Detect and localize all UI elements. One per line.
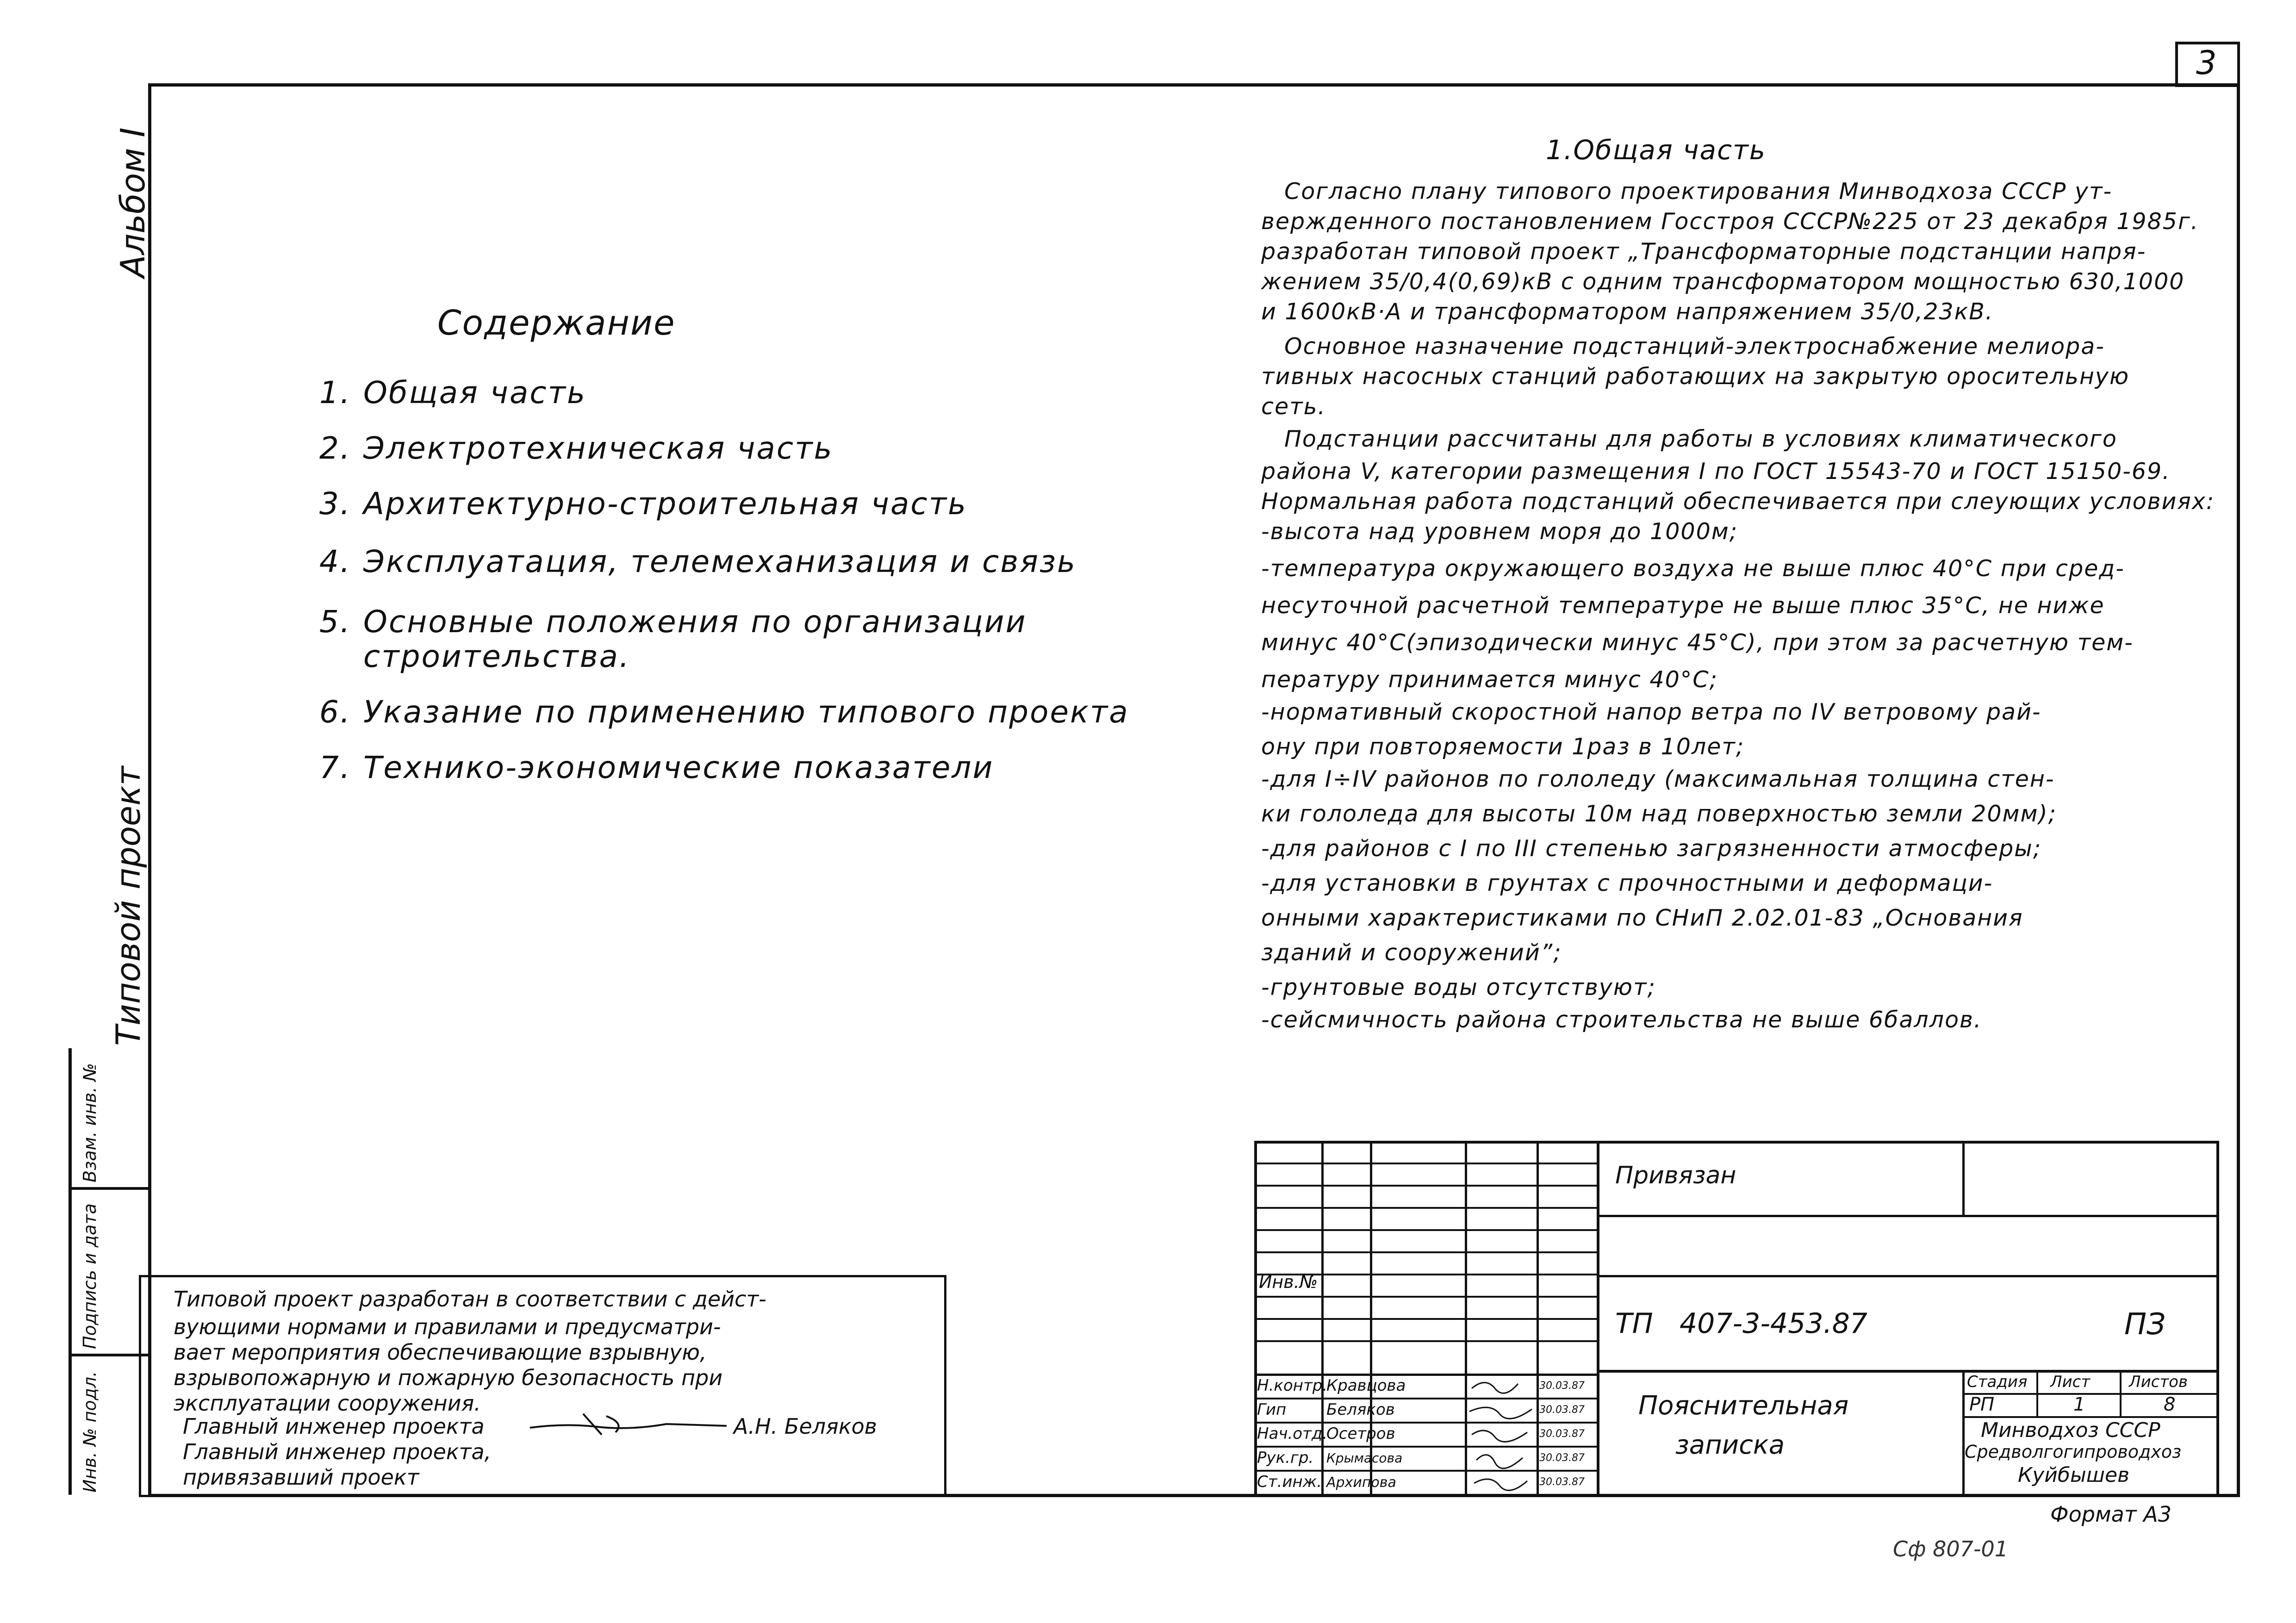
org-line1: Минводхоз СССР bbox=[1981, 1418, 2160, 1442]
tb-grid-h bbox=[1254, 1470, 1597, 1472]
toc-item bbox=[319, 430, 834, 466]
sheets-header: Листов bbox=[2129, 1373, 2188, 1391]
tb-grid-h bbox=[1254, 1374, 1597, 1376]
signer-name: Беляков bbox=[1326, 1400, 1395, 1419]
tb-grid-h bbox=[1597, 1215, 2219, 1217]
signer-role: Гип bbox=[1257, 1400, 1287, 1419]
inv-no-label: Инв.№ bbox=[1259, 1272, 1318, 1292]
toc-item-text: Указание по применению типового проекта bbox=[363, 694, 1129, 730]
toc-item-num: 6. bbox=[319, 694, 351, 730]
tb-grid-h bbox=[1597, 1275, 2219, 1277]
tb-grid-v bbox=[2036, 1370, 2038, 1418]
signer-name: Кравцова bbox=[1326, 1376, 1406, 1395]
general-line: Подстанции рассчитаны для работы в условиях климатического bbox=[1284, 426, 2117, 452]
sheet-header: Лист bbox=[2050, 1373, 2091, 1391]
toc-item bbox=[319, 604, 1027, 640]
toc-item bbox=[319, 544, 1076, 579]
general-line: минус 40°С(эпизодически минус 45°С), при этом за расчетную тем- bbox=[1261, 629, 2134, 656]
signer-name: Осетров bbox=[1326, 1424, 1395, 1443]
stamp-sign-label: Подпись и дата bbox=[80, 1203, 100, 1349]
toc-item-num: 2. bbox=[319, 430, 351, 466]
stamp-inv-label: Инв. № подл. bbox=[80, 1371, 100, 1492]
general-line: Согласно плану типового проектирования Минводхоза СССР ут- bbox=[1284, 178, 2113, 205]
toc-item-text: Общая часть bbox=[363, 375, 587, 410]
tb-grid-h bbox=[1254, 1251, 1597, 1253]
toc-item-num: 4. bbox=[319, 544, 351, 579]
general-line: и 1600кВ·А и трансформатором напряжением 35/0,23кВ. bbox=[1261, 298, 1994, 325]
toc-item-num: 5. bbox=[319, 604, 351, 640]
general-line: -для I÷IV районов по гололеду (максимальная толщина стен- bbox=[1261, 766, 2055, 792]
project-code: ТП 407-3-453.87 bbox=[1615, 1307, 1867, 1340]
tb-grid-h bbox=[1962, 1416, 2219, 1418]
tb-grid-h bbox=[1254, 1296, 1597, 1298]
general-line: разработан типовой проект „Трансформаторные подстанции напря- bbox=[1261, 238, 2147, 265]
stage-value: РП bbox=[1969, 1394, 1995, 1415]
note-line: вает мероприятия обеспечивающие взрывную, bbox=[174, 1340, 707, 1365]
signer-name: Архипова bbox=[1326, 1474, 1396, 1491]
general-line: сеть. bbox=[1261, 393, 1326, 420]
note-line: взрывопожарную и пожарную безопасность при bbox=[174, 1365, 723, 1390]
general-line: онными характеристиками по СНиП 2.02.01-83 „Основания bbox=[1261, 905, 2023, 931]
signer-date: 30.03.87 bbox=[1539, 1380, 1585, 1392]
toc-item-text: Эксплуатация, телемеханизация и связь bbox=[363, 544, 1077, 579]
sheets-value: 8 bbox=[2164, 1394, 2176, 1415]
doc-name-line1: Пояснительная bbox=[1638, 1391, 1849, 1421]
note-line: эксплуатации сооружения. bbox=[174, 1391, 481, 1416]
signer-role: Н.контр. bbox=[1257, 1376, 1328, 1395]
chief-engineer-label: Главный инженер проекта bbox=[183, 1414, 485, 1439]
general-line: -высота над уровнем моря до 1000м; bbox=[1261, 518, 1738, 545]
general-line: -нормативный скоростной напор ветра по IV ветровому рай- bbox=[1261, 699, 2041, 725]
signer-role: Ст.инж. bbox=[1257, 1473, 1322, 1491]
toc-item bbox=[319, 694, 1129, 730]
tb-grid-v bbox=[1597, 1141, 1599, 1497]
format-label: Формат А3 bbox=[2050, 1502, 2172, 1527]
note-line: вующими нормами и правилами и предусматри- bbox=[174, 1314, 721, 1339]
toc-title: Содержание bbox=[437, 303, 676, 343]
general-line: -температура окружающего воздуха не выше плюс 40°С при сред- bbox=[1261, 555, 2125, 582]
stamp-col-divider bbox=[68, 1354, 149, 1356]
toc-item bbox=[319, 375, 586, 410]
bottom-stamp: Сф 807-01 bbox=[1893, 1536, 2009, 1561]
project-type-label: Типовой проект bbox=[109, 766, 148, 1046]
tb-grid-h bbox=[1254, 1163, 1597, 1164]
tb-grid-h bbox=[1254, 1340, 1597, 1342]
org-line3: Куйбышев bbox=[2018, 1463, 2130, 1487]
general-line: тивных насосных станций работающих на закрытую оросительную bbox=[1261, 363, 2130, 390]
tb-grid-h bbox=[1254, 1318, 1597, 1320]
tb-grid-h bbox=[1254, 1229, 1597, 1231]
album-label: Альбом I bbox=[113, 127, 152, 278]
signer-role: Нач.отд. bbox=[1257, 1424, 1328, 1443]
general-line: Основное назначение подстанций-электроснабжение мелиора- bbox=[1284, 333, 2105, 360]
general-line: зданий и сооружений”; bbox=[1261, 939, 1562, 966]
signer-date: 30.03.87 bbox=[1539, 1404, 1585, 1416]
sheet-number: 3 bbox=[2196, 44, 2218, 82]
stamp-col-divider bbox=[68, 1187, 149, 1190]
toc-item-text: Технико-экономические показатели bbox=[363, 750, 994, 785]
general-line: несуточной расчетной температуре не выше плюс 35°С, не ниже bbox=[1261, 592, 2105, 619]
general-line: -для районов с I по III степенью загрязненности атмосферы; bbox=[1261, 835, 2042, 862]
general-line: пературу принимается минус 40°С; bbox=[1261, 666, 1718, 693]
signer-role: Рук.гр. bbox=[1257, 1449, 1314, 1467]
general-line: -сейсмичность района строительства не выше 6баллов. bbox=[1261, 1007, 1982, 1033]
toc-item bbox=[319, 750, 994, 785]
toc-item-text: Основные положения по организации bbox=[363, 604, 1027, 640]
chief-engineer2-label2: привязавший проект bbox=[183, 1465, 419, 1490]
chief-engineer-signature bbox=[528, 1409, 731, 1437]
chief-engineer-name: А.Н. Беляков bbox=[734, 1414, 877, 1439]
signer-date: 30.03.87 bbox=[1539, 1428, 1585, 1440]
general-title: 1.Общая часть bbox=[1546, 134, 1766, 166]
toc-item-text: Электротехническая часть bbox=[363, 430, 834, 466]
tb-grid-h bbox=[1254, 1422, 1597, 1424]
general-line: района V, категории размещения I по ГОСТ 15543-70 и ГОСТ 15150-69. bbox=[1261, 458, 2171, 485]
note-line: Типовой проект разработан в соответствии с дейст- bbox=[174, 1287, 766, 1312]
signature-scribbles bbox=[1467, 1374, 1537, 1495]
tb-grid-h bbox=[1597, 1370, 2219, 1373]
left-strip-border bbox=[68, 1048, 72, 1495]
stamp-replace-label: Взам. инв. № bbox=[80, 1063, 100, 1182]
toc-item-num: 1. bbox=[319, 375, 351, 410]
tb-grid-h bbox=[1254, 1398, 1597, 1399]
signer-name: Крымасова bbox=[1326, 1450, 1403, 1466]
toc-item-continuation bbox=[319, 639, 630, 674]
toc-item-text: Архитектурно-строительная часть bbox=[363, 486, 968, 522]
toc-item bbox=[319, 486, 967, 522]
document-code: ПЗ bbox=[2124, 1307, 2166, 1342]
doc-name-line2: записка bbox=[1675, 1430, 1785, 1460]
privyazan-label: Привязан bbox=[1615, 1162, 1736, 1189]
general-line: -грунтовые воды отсутствуют; bbox=[1261, 974, 1656, 1001]
signer-date: 30.03.87 bbox=[1539, 1452, 1585, 1464]
toc-item-num: 7. bbox=[319, 750, 351, 785]
tb-grid-v bbox=[1962, 1141, 1965, 1217]
tb-grid-v bbox=[1962, 1370, 1965, 1497]
org-line2: Средволгогипроводхоз bbox=[1965, 1442, 2182, 1462]
tb-grid-h bbox=[1962, 1393, 2219, 1395]
general-line: ону при повторяемости 1раз в 10лет; bbox=[1261, 734, 1745, 760]
general-line: Нормальная работа подстанций обеспечивается при слеующих условиях: bbox=[1261, 488, 2215, 515]
signer-date: 30.03.87 bbox=[1539, 1476, 1585, 1488]
tb-grid-h bbox=[1254, 1446, 1597, 1448]
tb-grid-v bbox=[2120, 1370, 2122, 1418]
general-line: вержденного постановлением Госстроя СССР№225 от 23 декабря 1985г. bbox=[1261, 208, 2199, 235]
stage-header: Стадия bbox=[1967, 1373, 2028, 1391]
sheet-value: 1 bbox=[2073, 1394, 2085, 1415]
general-line: жением 35/0,4(0,69)кВ с одним трансформатором мощностью 630,1000 bbox=[1261, 268, 2185, 295]
general-line: ки гололеда для высоты 10м над поверхностью земли 20мм); bbox=[1261, 801, 2057, 827]
chief-engineer2-label: Главный инженер проекта, bbox=[183, 1439, 492, 1464]
general-line: -для установки в грунтах с прочностными и деформаци- bbox=[1261, 870, 1993, 896]
toc-item-num: 3. bbox=[319, 486, 351, 522]
toc-item-text: строительства. bbox=[363, 639, 631, 674]
tb-grid-h bbox=[1254, 1185, 1597, 1187]
tb-grid-h bbox=[1254, 1207, 1597, 1209]
